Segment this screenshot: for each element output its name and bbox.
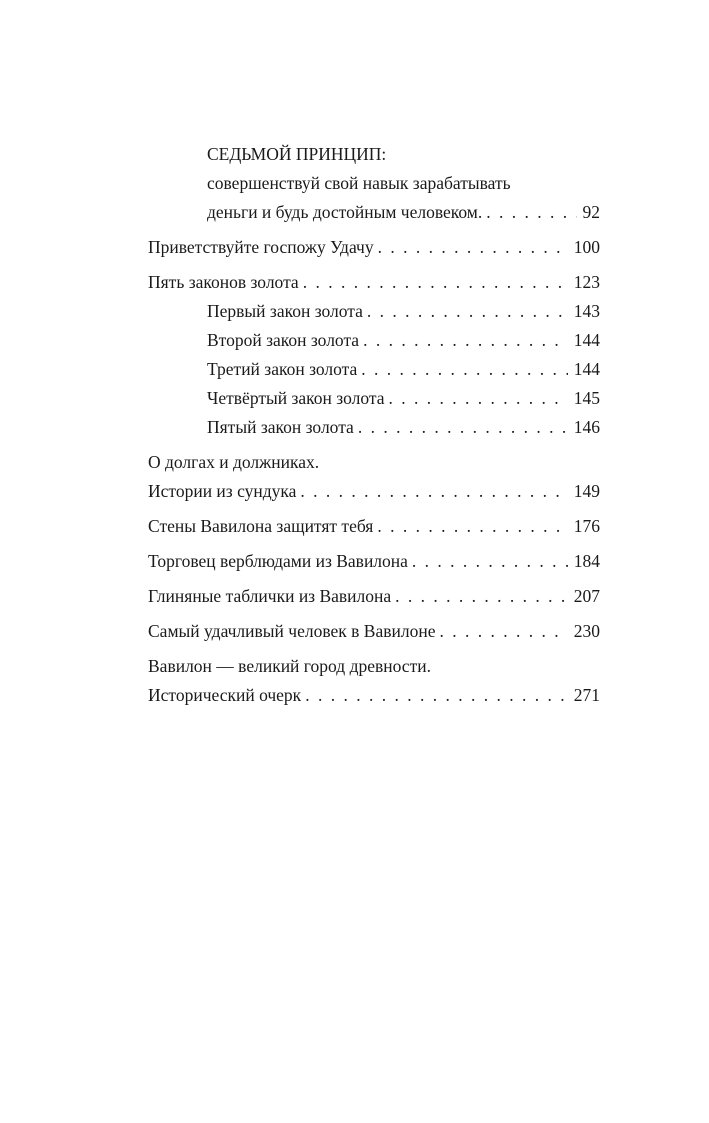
principle-heading: СЕДЬМОЙ ПРИНЦИП: xyxy=(207,144,387,164)
toc-entry-title: Второй закон золота xyxy=(207,330,360,350)
toc-entry-page: 230 xyxy=(573,621,600,641)
toc-entry[interactable] xyxy=(148,681,600,710)
dot-leader xyxy=(412,547,568,576)
toc-entry-title: Первый закон золота xyxy=(207,301,363,321)
toc-entry-page: 271 xyxy=(573,685,600,705)
dot-leader xyxy=(378,233,568,262)
toc-entry[interactable] xyxy=(148,355,600,384)
dot-leader xyxy=(303,268,568,297)
toc-entry-title: Торговец верблюдами из Вавилона xyxy=(148,551,408,571)
toc-entry-page: 144 xyxy=(573,330,600,350)
toc-entry[interactable] xyxy=(148,198,600,227)
toc-entry-page: 143 xyxy=(573,301,600,321)
toc-entry-title: Пятый закон золота xyxy=(207,417,354,437)
toc-entry[interactable] xyxy=(148,617,600,646)
dot-leader xyxy=(377,512,567,541)
toc-entry-page: 207 xyxy=(573,586,600,606)
toc-entry-page: 145 xyxy=(573,388,600,408)
dot-leader xyxy=(358,413,568,442)
dot-leader xyxy=(361,355,567,384)
toc-entry-page: 100 xyxy=(573,237,600,257)
toc-entry-title: Исторический очерк xyxy=(148,685,302,705)
toc-entry-title: Стены Вавилона защитят тебя xyxy=(148,516,374,536)
toc-entry-page: 184 xyxy=(573,551,600,571)
toc-entry[interactable] xyxy=(148,413,600,442)
toc-entry-title: Третий закон золота xyxy=(207,359,358,379)
dot-leader xyxy=(363,326,568,355)
toc-entry-title: деньги и будь достойным человеком. xyxy=(207,202,483,222)
toc-entry-title: Приветствуйте госпожу Удачу xyxy=(148,237,374,257)
toc-entry-page: 92 xyxy=(582,202,600,222)
toc-entry[interactable] xyxy=(148,268,600,297)
toc-entry[interactable] xyxy=(148,233,600,262)
dot-leader xyxy=(395,582,568,611)
toc-entry-title: Четвёртый закон золота xyxy=(207,388,385,408)
dot-leader xyxy=(439,617,567,646)
toc-entry-title: Глиняные таблички из Вавилона xyxy=(148,586,392,606)
dot-leader xyxy=(300,477,567,506)
table-of-contents xyxy=(148,140,600,710)
toc-entry[interactable] xyxy=(148,477,600,506)
toc-entry-title: Самый удачливый человек в Вавилоне xyxy=(148,621,436,641)
toc-entry-title: О долгах и должниках. xyxy=(148,452,320,472)
toc-entry-title: Истории из сундука xyxy=(148,481,297,501)
toc-entry-heading xyxy=(148,448,600,477)
toc-entry-title: Вавилон — великий город древности. xyxy=(148,656,431,676)
dot-leader xyxy=(367,297,568,326)
toc-entry-page: 123 xyxy=(573,272,600,292)
toc-entry[interactable] xyxy=(148,384,600,413)
dot-leader xyxy=(388,384,567,413)
toc-entry-title: Пять законов золота xyxy=(148,272,299,292)
toc-entry-page: 176 xyxy=(573,516,600,536)
toc-entry[interactable] xyxy=(148,582,600,611)
dot-leader xyxy=(305,681,568,710)
toc-entry[interactable] xyxy=(148,326,600,355)
toc-entry[interactable] xyxy=(148,297,600,326)
toc-entry-page: 144 xyxy=(573,359,600,379)
principle-line-1: совершенствуй свой навык зарабатывать xyxy=(207,173,511,193)
toc-entry-page: 149 xyxy=(573,481,600,501)
toc-entry[interactable] xyxy=(148,547,600,576)
toc-entry[interactable] xyxy=(148,512,600,541)
toc-entry-heading xyxy=(148,652,600,681)
dot-leader xyxy=(486,198,576,227)
toc-entry-page: 146 xyxy=(573,417,600,437)
